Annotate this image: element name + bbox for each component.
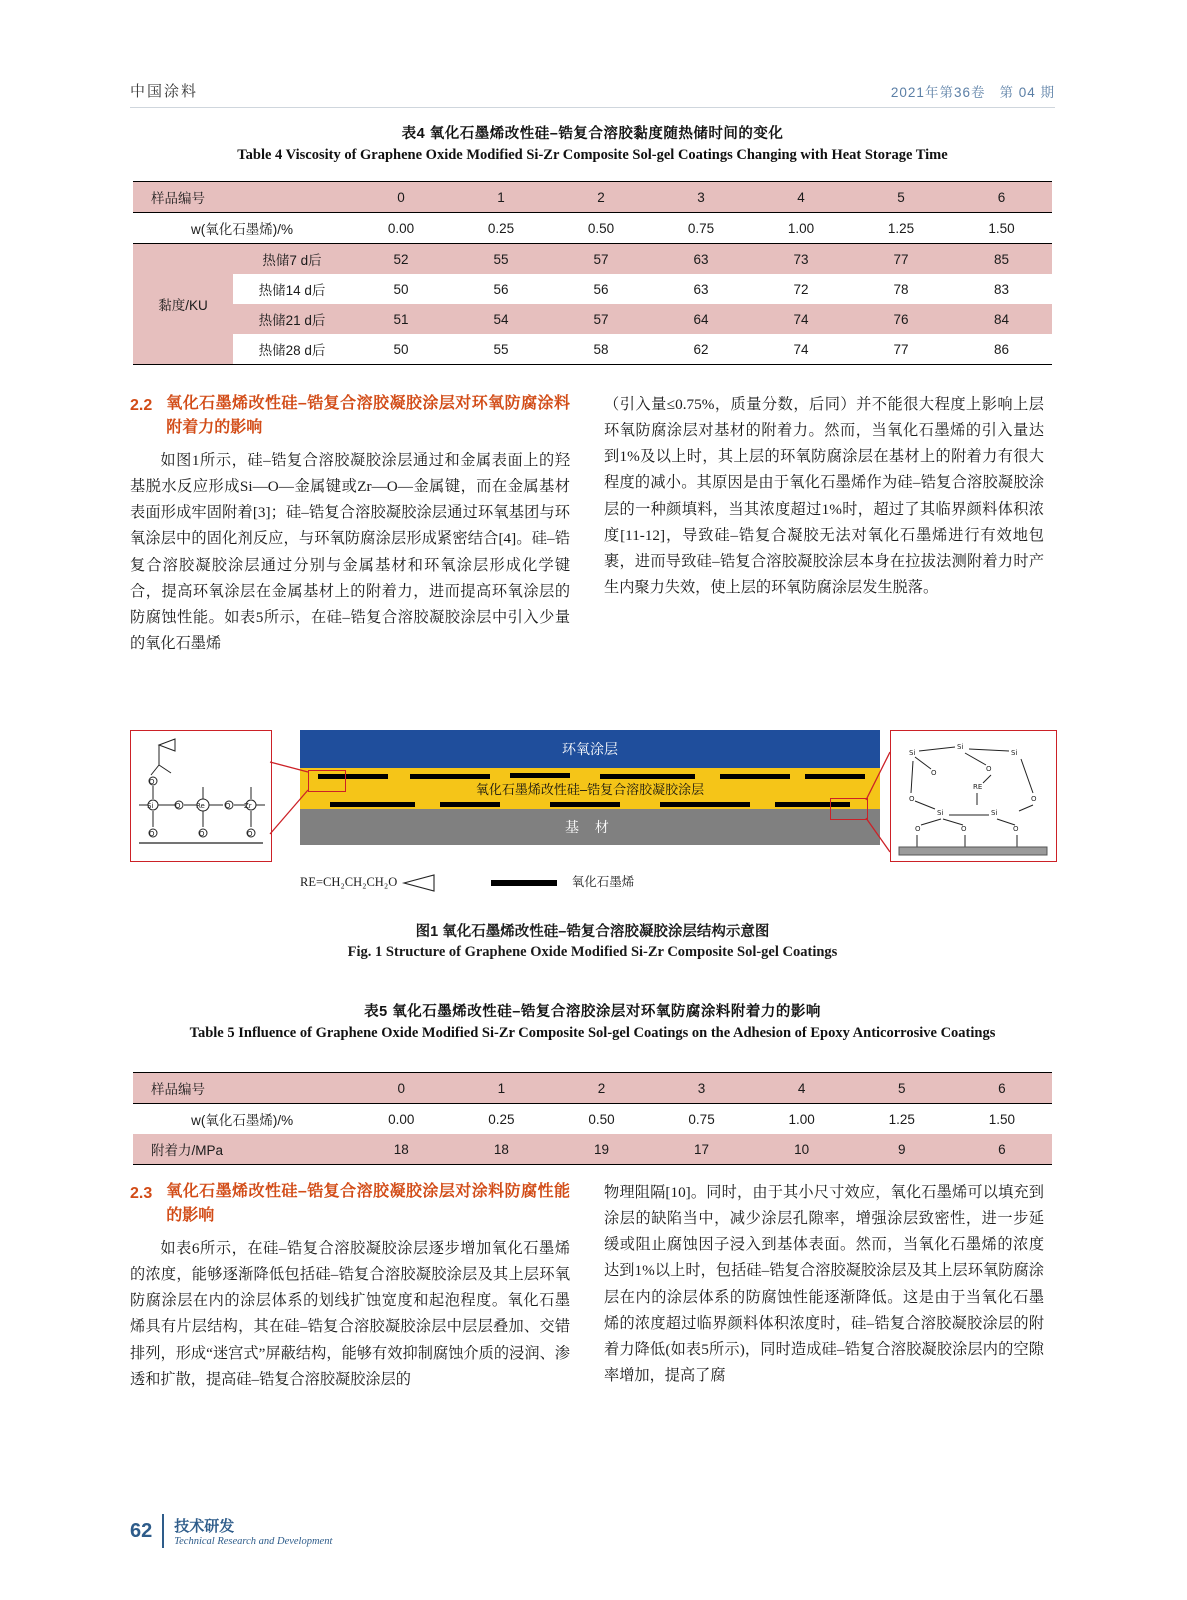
table-cell: 0.00 xyxy=(388,1111,415,1127)
svg-text:Si: Si xyxy=(147,802,154,810)
figure-inset-right xyxy=(890,730,1057,862)
table-cell: 1.50 xyxy=(988,1111,1016,1127)
table-cell: 57 xyxy=(593,311,609,327)
table-row-label: 热储21 d后 xyxy=(258,313,326,328)
table4-sample-label: 样品编号 xyxy=(151,191,205,206)
table-row xyxy=(133,182,1052,213)
table-cell: 64 xyxy=(693,311,709,327)
callout-box-left xyxy=(308,770,346,792)
layer-go-label: 氧化石墨烯改性硅–锆复合溶胶凝胶涂层 xyxy=(475,782,705,797)
svg-text:Si: Si xyxy=(909,749,916,757)
table-cell: 84 xyxy=(993,311,1010,327)
table-cell: 0 xyxy=(397,1080,406,1096)
svg-text:O: O xyxy=(149,778,155,786)
table4-grid xyxy=(133,181,1052,365)
table-cell: 6 xyxy=(998,1141,1006,1157)
svg-text:O: O xyxy=(247,830,253,838)
table-row xyxy=(133,334,1052,365)
svg-text:Si: Si xyxy=(957,743,964,751)
table-cell: 50 xyxy=(393,281,409,297)
page-header xyxy=(130,80,1055,108)
table-cell: 4 xyxy=(797,189,805,205)
svg-text:O: O xyxy=(986,765,992,773)
table-row-label: 热储28 d后 xyxy=(258,343,326,358)
legend-go-bar-icon xyxy=(491,880,557,886)
table-row xyxy=(133,1104,1052,1135)
section-2-3-heading xyxy=(130,1180,570,1228)
table-cell: 0.75 xyxy=(687,220,715,236)
table-cell: 76 xyxy=(893,311,909,327)
figure-legend xyxy=(300,872,880,894)
section-2-2-heading xyxy=(130,392,570,440)
table-cell: 74 xyxy=(793,341,809,357)
table-cell: 18 xyxy=(493,1141,509,1157)
table-cell: 9 xyxy=(897,1141,906,1157)
svg-text:O: O xyxy=(175,802,181,810)
layer-go xyxy=(300,768,880,809)
table4-caption xyxy=(130,122,1055,164)
svg-text:O: O xyxy=(909,795,915,803)
table-cell: 51 xyxy=(393,311,409,327)
table-row xyxy=(133,1134,1052,1165)
section-2-2-number: 2.2 xyxy=(130,397,153,414)
legend-formula: RE=CH₂CH₂CH₂O xyxy=(300,875,398,889)
layer-epoxy: 环氧涂层 xyxy=(300,730,880,768)
svg-text:Si: Si xyxy=(937,809,944,817)
table-cell: 3 xyxy=(697,1080,706,1096)
network-structure-icon xyxy=(891,731,1054,859)
issue-info xyxy=(877,81,1055,101)
table-cell: 0.00 xyxy=(387,220,415,236)
table-cell: 83 xyxy=(993,281,1010,297)
table-cell: 56 xyxy=(593,281,609,297)
page-number: 62 xyxy=(130,1519,153,1542)
table-cell: 58 xyxy=(593,341,609,357)
table-cell: 18 xyxy=(393,1141,409,1157)
figure-inset-left xyxy=(130,730,272,862)
section-2-3-right-column xyxy=(604,1180,1044,1389)
table-cell: 85 xyxy=(993,251,1010,267)
table-cell: 78 xyxy=(893,281,909,297)
table-cell: 1 xyxy=(497,189,505,205)
table-cell: 0 xyxy=(397,189,405,205)
epoxy-ring-icon xyxy=(400,872,444,894)
figure1-caption-en: Fig. 1 Structure of Graphene Oxide Modified Si-Zr Composite Sol-gel Coatings xyxy=(347,944,838,960)
table-cell: 74 xyxy=(793,311,809,327)
table-row xyxy=(133,1073,1052,1104)
table-cell: 0.50 xyxy=(588,1111,615,1127)
table-cell: 1.00 xyxy=(787,220,815,236)
section-2-3-paragraph-left: 如表6所示，在硅–锆复合溶胶凝胶涂层逐步增加氧化石墨烯的浓度，能够逐渐降低包括硅–锆复合溶胶凝胶涂层及其上层环氧防腐涂层在内的涂层体系的划线扩蚀宽度和起泡程度。氧化石墨烯具有片层结构，其在硅–锆复合溶胶凝胶涂层中层层叠加、交错排列，形成“迷宫式”屏蔽结构，能够有效抑制腐蚀介质的浸润、渗透和扩散，提高硅–锆复合溶胶凝胶涂层的 xyxy=(130,1240,570,1388)
table-cell: 6 xyxy=(998,1080,1006,1096)
table-cell: 77 xyxy=(893,341,909,357)
table-cell: 86 xyxy=(993,341,1010,357)
table-row xyxy=(133,304,1052,334)
table-cell: 1.25 xyxy=(887,220,915,236)
svg-text:O: O xyxy=(961,825,967,833)
issue-number: 第 04 期 xyxy=(999,85,1055,100)
year-volume: 2021年第36卷 xyxy=(890,85,986,100)
footer-section-en: Technical Research and Development xyxy=(174,1536,333,1547)
table-cell: 55 xyxy=(493,251,509,267)
footer-divider xyxy=(162,1514,164,1548)
footer-section-cn: 技术研发 xyxy=(174,1518,235,1535)
svg-text:Si: Si xyxy=(1011,749,1018,757)
table-cell: 50 xyxy=(393,341,409,357)
table4-caption-en: Table 4 Viscosity of Graphene Oxide Modified Si-Zr Composite Sol-gel Coatings Changing with Heat Storage Time xyxy=(237,147,948,163)
table-cell: 73 xyxy=(793,251,809,267)
table4-caption-cn: 表4 氧化石墨烯改性硅–锆复合溶胶黏度随热储时间的变化 xyxy=(401,126,784,142)
table-cell: 0.25 xyxy=(488,1111,515,1127)
table-cell: 17 xyxy=(694,1141,710,1157)
table-row-label: 热储14 d后 xyxy=(258,283,326,298)
table-cell: 19 xyxy=(593,1141,609,1157)
silane-structure-icon xyxy=(131,731,269,859)
section-2-3-number: 2.3 xyxy=(130,1185,153,1202)
section-2-2-right-column xyxy=(604,392,1044,601)
table-cell: 54 xyxy=(493,311,509,327)
svg-text:RE: RE xyxy=(973,783,983,791)
table5-w-label: w(氧化石墨烯)/% xyxy=(191,1113,294,1128)
table-cell: 56 xyxy=(493,281,509,297)
section-2-3-paragraph-right: 物理阻隔[10]。同时，由于其小尺寸效应，氧化石墨烯可以填充到涂层的缺陷当中，减少涂层孔隙率，增强涂层致密性，进一步延缓或阻止腐蚀因子浸入到基体表面。然而，当氧化石墨烯的浓度达到1%以上时，包括硅–锆复合溶胶凝胶涂层及其上层环氧防腐涂层在内的涂层体系的防腐蚀性能逐渐降低。这是由于当氧化石墨烯的浓度超过临界颜料体积浓度时，硅–锆复合溶胶凝胶涂层的附着力降低(如表5所示)，同时造成硅–锆复合溶胶凝胶涂层内的空隙率增加，提高了腐 xyxy=(604,1184,1044,1384)
table-cell: 0.25 xyxy=(487,220,515,236)
table4 xyxy=(133,181,1052,365)
table-cell: 57 xyxy=(593,251,609,267)
svg-text:Si: Si xyxy=(991,809,998,817)
table-cell: 3 xyxy=(697,189,705,205)
table-cell: 1.00 xyxy=(788,1111,815,1127)
section-2-2-title: 氧化石墨烯改性硅–锆复合溶胶凝胶涂层对环氧防腐涂料附着力的影响 xyxy=(166,395,570,436)
figure1-caption-cn: 图1 氧化石墨烯改性硅–锆复合溶胶凝胶涂层结构示意图 xyxy=(415,924,770,940)
section-2-2-paragraph-left: 如图1所示，硅–锆复合溶胶凝胶涂层通过和金属表面上的羟基脱水反应形成Si—O—金属键或Zr—O—金属键，而在金属基材表面形成牢固附着[3]；硅–锆复合溶胶凝胶涂层通过环氧基团与环氧涂层中的固化剂反应，与环氧防腐涂层形成紧密结合[4]。硅–锆复合溶胶凝胶涂层通过分别与金属基材和环氧涂层形成化学键合，提高环氧涂层在金属基材上的附着力，进而提高环氧涂层的防腐蚀性能。如表5所示，在硅–锆复合溶胶凝胶涂层中引入少量的氧化石墨烯 xyxy=(130,452,570,652)
legend-go-label: 氧化石墨烯 xyxy=(571,875,635,889)
table-cell: 0.50 xyxy=(587,220,615,236)
table-cell: 0.75 xyxy=(688,1111,715,1127)
section-2-2-left-column xyxy=(130,392,570,657)
table-cell: 1.50 xyxy=(988,220,1015,236)
callout-box-right xyxy=(830,798,868,820)
figure-coating-stack xyxy=(300,730,880,845)
table5-sample-label: 样品编号 xyxy=(151,1082,205,1097)
layer-substrate: 基 材 xyxy=(300,809,880,845)
table-cell: 63 xyxy=(693,281,709,297)
table-cell: 62 xyxy=(693,341,709,357)
svg-text:O: O xyxy=(149,830,155,838)
table-cell: 55 xyxy=(493,341,509,357)
table-cell: 77 xyxy=(893,251,909,267)
table-cell: 5 xyxy=(897,189,905,205)
table-cell: 5 xyxy=(897,1080,906,1096)
table-cell: 1.25 xyxy=(888,1111,915,1127)
table5-caption-cn: 表5 氧化石墨烯改性硅–锆复合溶胶涂层对环氧防腐涂料附着力的影响 xyxy=(364,1004,821,1020)
table-cell: 10 xyxy=(794,1141,810,1157)
table-cell: 2 xyxy=(597,1080,606,1096)
table5-caption xyxy=(130,1000,1055,1042)
table-cell: 63 xyxy=(693,251,709,267)
table4-w-label: w(氧化石墨烯)/% xyxy=(191,222,293,237)
table4-group-label: 黏度/KU xyxy=(133,244,233,365)
table-row xyxy=(133,213,1052,244)
table5-grid xyxy=(133,1072,1052,1165)
table-row-label: 热储7 d后 xyxy=(262,253,322,268)
table5 xyxy=(133,1072,1052,1165)
table-cell: 72 xyxy=(793,281,809,297)
svg-text:O: O xyxy=(225,802,231,810)
table-cell: 2 xyxy=(597,189,605,205)
svg-text:O: O xyxy=(915,825,921,833)
table-cell: 6 xyxy=(997,189,1006,205)
journal-name: 中国涂料 xyxy=(130,83,199,100)
table5-caption-en: Table 5 Influence of Graphene Oxide Modified Si-Zr Composite Sol-gel Coatings on the Adhesion of Epoxy Anticorrosive Coatings xyxy=(189,1025,996,1041)
page-footer xyxy=(130,1514,332,1548)
section-2-3-title: 氧化石墨烯改性硅–锆复合溶胶凝胶涂层对涂料防腐性能的影响 xyxy=(166,1183,570,1224)
table-row xyxy=(133,274,1052,304)
svg-text:O: O xyxy=(1031,795,1037,803)
svg-text:Zr: Zr xyxy=(244,802,252,810)
svg-text:O: O xyxy=(931,769,937,777)
table-cell: 52 xyxy=(393,251,409,267)
svg-text:O: O xyxy=(199,830,205,838)
svg-text:O: O xyxy=(1013,825,1019,833)
section-2-2-paragraph-right: （引入量≤0.75%，质量分数，后同）并不能很大程度上影响上层环氧防腐涂层对基材的附着力。然而，当氧化石墨烯的引入量达到1%及以上时，其上层的环氧防腐涂层在基材上的附着力有很大程度的减小。其原因是由于氧化石墨烯作为硅–锆复合溶胶凝胶涂层的一种颜填料，当其浓度超过1%时，超过了其临界颜料体积浓度[11-12]，导致硅–锆复合凝胶无法对氧化石墨烯进行有效地包裹，进而导致硅–锆复合溶胶凝胶涂层本身在拉拔法测附着力时产生内聚力失效，使上层的环氧防腐涂层发生脱落。 xyxy=(604,396,1044,596)
svg-text:Re: Re xyxy=(196,802,205,810)
table5-adhesion-label: 附着力/MPa xyxy=(151,1143,224,1158)
table-cell: 1 xyxy=(497,1080,506,1096)
section-2-3-left-column xyxy=(130,1180,570,1393)
figure-1 xyxy=(130,712,1055,902)
table-row xyxy=(133,244,1052,275)
table-cell: 4 xyxy=(797,1080,806,1096)
